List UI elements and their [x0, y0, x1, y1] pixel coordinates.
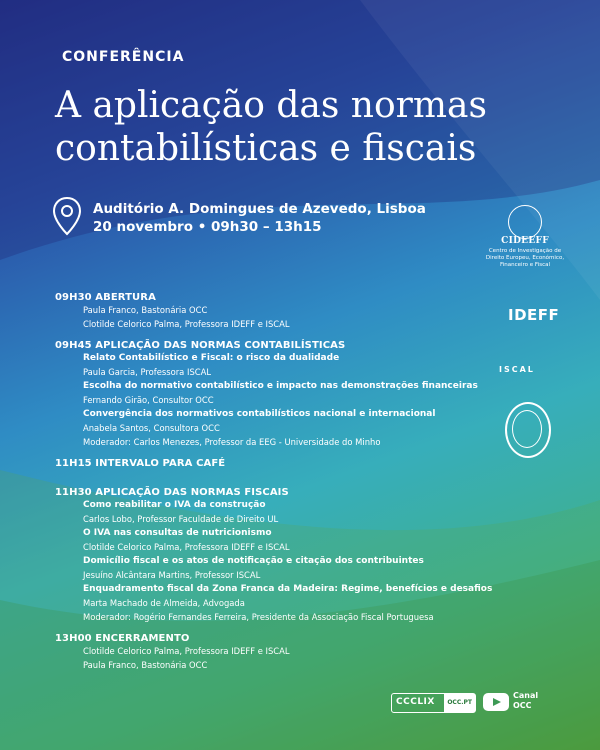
title-line-1: A aplicação das normas [55, 85, 487, 126]
speaker-line: Paula Garcia, Professora ISCAL [83, 367, 212, 377]
moderator-line: Moderador: Rogério Fernandes Ferreira, Presidente da Associação Fiscal Portuguesa [83, 612, 434, 622]
location-pin-icon [52, 196, 82, 236]
talk-topic: Enquadramento fiscal da Zona Franca da Madeira: Regime, benefícios e desafios [83, 584, 493, 594]
session-heading: 11H15 INTERVALO PARA CAFÉ [55, 458, 226, 469]
talk-topic: Escolha do normativo contabilístico e impacto nas demonstrações financeiras [83, 381, 478, 391]
talk-topic: Relato Contabilístico e Fiscal: o risco da dualidade [83, 353, 340, 363]
canal-line-2: OCC [513, 701, 532, 710]
session-heading: 09H30 ABERTURA [55, 292, 156, 303]
speaker-line: Fernando Girão, Consultor OCC [83, 395, 214, 405]
program-list [55, 292, 495, 672]
speaker-line: Paula Franco, Bastonária OCC [83, 660, 208, 670]
eyebrow-label: CONFERÊNCIA [62, 49, 185, 65]
speaker-line: Clotilde Celorico Palma, Professora IDEFF e ISCAL [83, 319, 290, 329]
session-heading: 09H45 APLICAÇÃO DAS NORMAS CONTABILÍSTICAS [55, 340, 346, 351]
event-venue: Auditório A. Domingues de Azevedo, Lisboa [93, 201, 426, 217]
cclix-logo[interactable] [391, 693, 476, 713]
event-title [55, 84, 575, 170]
event-datetime: 20 novembro • 09h30 – 13h15 [93, 219, 322, 235]
talk-topic: Convergência dos normativos contabilísticos nacional e internacional [83, 409, 436, 419]
canal-occ-label[interactable] [513, 691, 538, 711]
talk-topic: O IVA nas consultas de nutricionismo [83, 528, 272, 538]
university-seal-inner [512, 410, 542, 448]
cclix-tag: OCC.PT [444, 694, 475, 712]
talk-topic: Como reabilitar o IVA da construção [83, 500, 266, 510]
title-line-2: contabilísticas e fiscais [55, 128, 477, 169]
moderator-line: Moderador: Carlos Menezes, Professor da EEG - Universidade do Minho [83, 437, 381, 447]
cideeff-logo-name: CIDEEFF [501, 236, 549, 246]
canal-line-1: Canal [513, 691, 539, 700]
youtube-play-icon[interactable] [483, 693, 509, 711]
iscal-logo: ISCAL [499, 365, 535, 374]
talk-topic: Domicílio fiscal e os atos de notificação e citação dos contribuintes [83, 556, 424, 566]
speaker-line: Clotilde Celorico Palma, Professora IDEFF e ISCAL [83, 646, 290, 656]
session-heading: 11H30 APLICAÇÃO DAS NORMAS FISCAIS [55, 487, 289, 498]
speaker-line: Carlos Lobo, Professor Faculdade de Direito UL [83, 514, 279, 524]
speaker-line: Clotilde Celorico Palma, Professora IDEFF e ISCAL [83, 542, 290, 552]
cclix-label: CCCLIX [396, 697, 435, 707]
cideeff-emblem-icon [508, 205, 542, 239]
speaker-line: Paula Franco, Bastonária OCC [83, 305, 208, 315]
speaker-line: Anabela Santos, Consultora OCC [83, 423, 220, 433]
speaker-line: Jesuíno Alcântara Martins, Professor ISCAL [83, 570, 261, 580]
session-heading: 13H00 ENCERRAMENTO [55, 633, 190, 644]
ideff-logo: IDEFF [508, 306, 560, 324]
speaker-line: Marta Machado de Almeida, Advogada [83, 598, 245, 608]
cideeff-logo-description: Centro de Investigação de Direito Europeu, Económico, Financeiro e Fiscal [485, 248, 565, 268]
